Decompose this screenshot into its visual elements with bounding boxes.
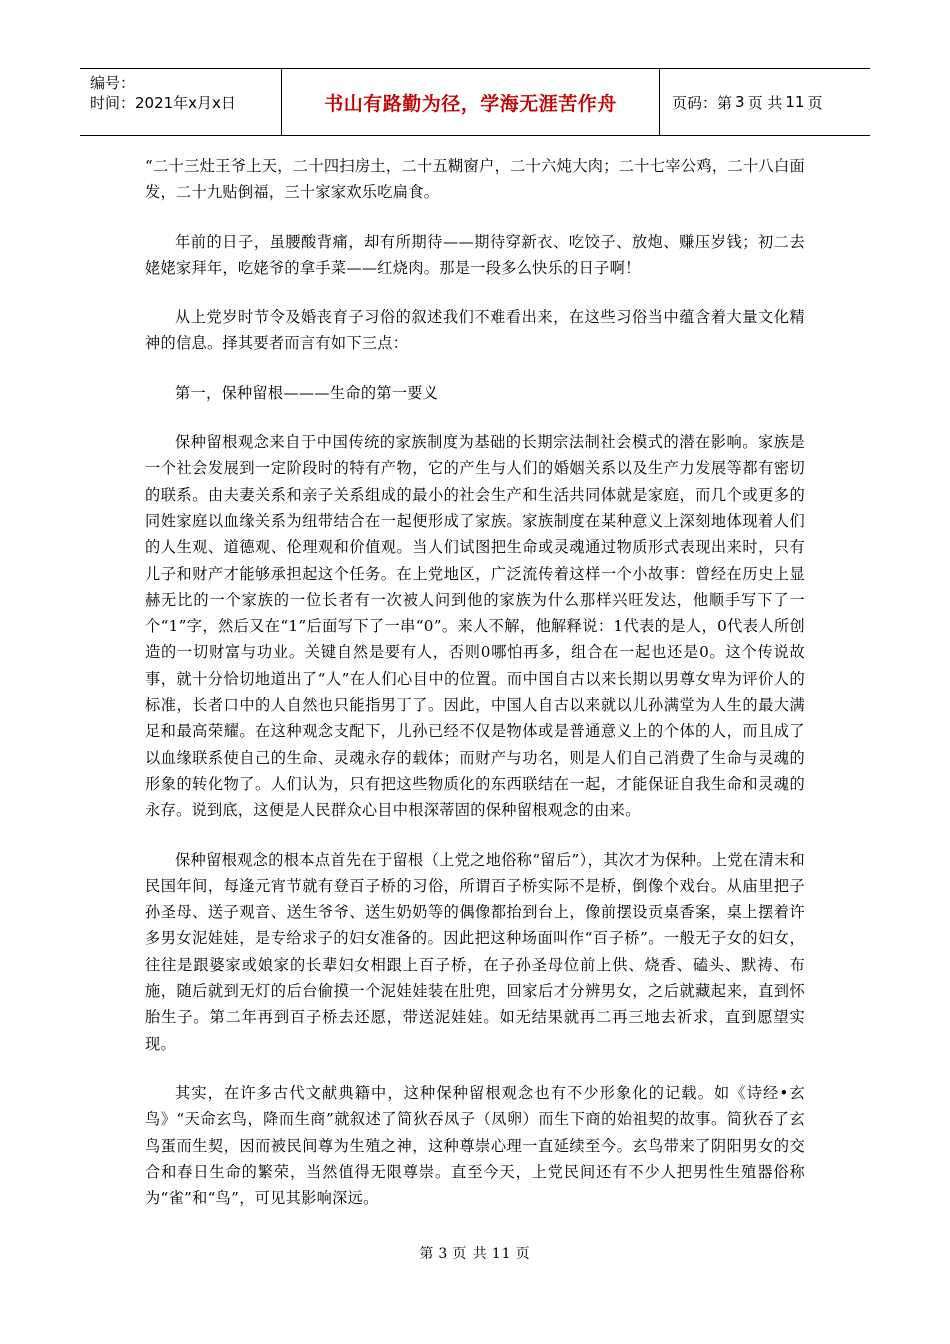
document-time-label: 时间：2021年x月x日 [90, 94, 236, 112]
section-heading-first-point: 第一，保种留根———生命的第一要义 [175, 383, 439, 402]
footer-page-current: 3 [438, 1246, 449, 1262]
page-footer [0, 1243, 950, 1263]
document-number-label: 编号： [90, 74, 136, 92]
footer-page-prefix: 第 [419, 1246, 435, 1262]
paragraph-summary-intro: 从上党岁时节令及婚丧育子习俗的叙述我们不难看出来，在这些习俗当中蕴含着大量文化精神的信息。择其要者而言有如下三点： [145, 308, 805, 353]
header-motto: 书山有路勤为径，学海无涯苦作舟 [282, 69, 660, 135]
page-header [80, 68, 870, 136]
header-page-prefix: 页码：第 [672, 93, 733, 112]
header-meta-cell [80, 69, 282, 135]
header-page-current: 3 [735, 93, 745, 111]
paragraph-ancient-records: 其实，在许多古代文献典籍中，这种保种留根观念也有不少形象化的记载。如《诗经•玄鸟》“天命玄鸟，降而生商”就叙述了简狄吞凤子（凤卵）而生下商的始祖契的故事。简狄吞了玄鸟蛋而生契，因而被民间尊为生殖之神，这种尊崇心理一直延续至今。玄鸟带来了阴阳男女的交合和春日生命的繁荣，当然值得无限尊崇。直至今天，上党民间还有不少人把男性生殖器俗称为“雀”和“鸟”，可见其影响深远。 [145, 1083, 805, 1208]
footer-page-total: 11 [491, 1246, 512, 1262]
paragraph-hundred-children-bridge: 保种留根观念的根本点首先在于留根（上党之地俗称“留后”），其次才为保种。上党在清末和民国年间，每逢元宵节就有登百子桥的习俗，所谓百子桥实际不是桥，倒像个戏台。从庙里把子孙圣母、送子观音、送生爷爷、送生奶奶等的偶像都抬到台上，像前摆设贡桌香案，桌上摆着许多男女泥娃娃，是专给求子的妇女准备的。因此把这种场面叫作“百子桥”。一般无子女的妇女，往往是跟婆家或娘家的长辈妇女相跟上百子桥，在子孙圣母位前上供、烧香、磕头、默祷、布施，随后就到无灯的后台偷摸一个泥娃娃装在肚兜，回家后才分辨男女，之后就藏起来，直到怀胎生子。第二年再到百子桥去还愿，带送泥娃娃。如无结果就再二再三地去祈求，直到愿望实现。 [145, 850, 805, 1053]
footer-page-middle: 页 共 [452, 1246, 488, 1262]
header-page-middle: 页 共 [747, 93, 783, 112]
paragraph-new-year-memory: 年前的日子，虽腰酸背痛，却有所期待——期待穿新衣、吃饺子、放炮、赚压岁钱；初二去姥姥家拜年，吃姥爷的拿手菜——红烧肉。那是一段多么快乐的日子啊！ [145, 232, 805, 277]
paragraph-folk-rhyme: “二十三灶王爷上天，二十四扫房土，二十五糊窗户，二十六炖大肉；二十七宰公鸡，二十八白面发，二十九贴倒福，三十家家欢乐吃扁食。 [145, 157, 805, 202]
paragraph-family-lineage: 保种留根观念来自于中国传统的家族制度为基础的长期宗法制社会模式的潜在影响。家族是一个社会发展到一定阶段时的特有产物，它的产生与人们的婚姻关系以及生产力发展等都有密切的联系。由夫妻关系和亲子关系组成的最小的社会生产和生活共同体就是家庭，而几个或更多的同姓家庭以血缘关系为纽带结合在一起便形成了家族。家族制度在某种意义上深刻地体现着人们的人生观、道德观、伦理观和价值观。当人们试图把生命或灵魂通过物质形式表现出来时，只有儿子和财产才能够承担起这个任务。在上党地区，广泛流传着这样一个小故事：曾经在历史上显赫无比的一个家族的一位长者有一次被人问到他的家族为什么那样兴旺发达，他顺手写下了一个“1”字，然后又在“1”后面写下了一串“0”。来人不解，他解释说：1代表的是人，0代表人所创造的一切财富与功业。关键自然是要有人，否则0哪怕再多，组合在一起也还是0。这个传说故事，就十分恰切地道出了“人”在人们心目中的位置。而中国自古以来长期以男尊女卑为评价人的标准，长者口中的人自然也只能指男丁了。因此，中国人自古以来就以儿孙满堂为人生的最大满足和最高荣耀。在这种观念支配下，儿孙已经不仅是物体或是普通意义上的个体的人，而且成了以血缘联系使自己的生命、灵魂永存的载体；而财产与功名，则是人们自己消费了生命与灵魂的形象的转化物了。人们认为，只有把这些物质化的东西联结在一起，才能保证自我生命和灵魂的永存。说到底，这便是人民群众心目中根深蒂固的保种留根观念的由来。 [145, 433, 805, 820]
header-page-total: 11 [785, 93, 805, 111]
header-page-indicator [660, 69, 870, 135]
header-page-suffix: 页 [807, 93, 823, 112]
footer-page-suffix: 页 [515, 1246, 531, 1262]
document-body [145, 153, 805, 1234]
